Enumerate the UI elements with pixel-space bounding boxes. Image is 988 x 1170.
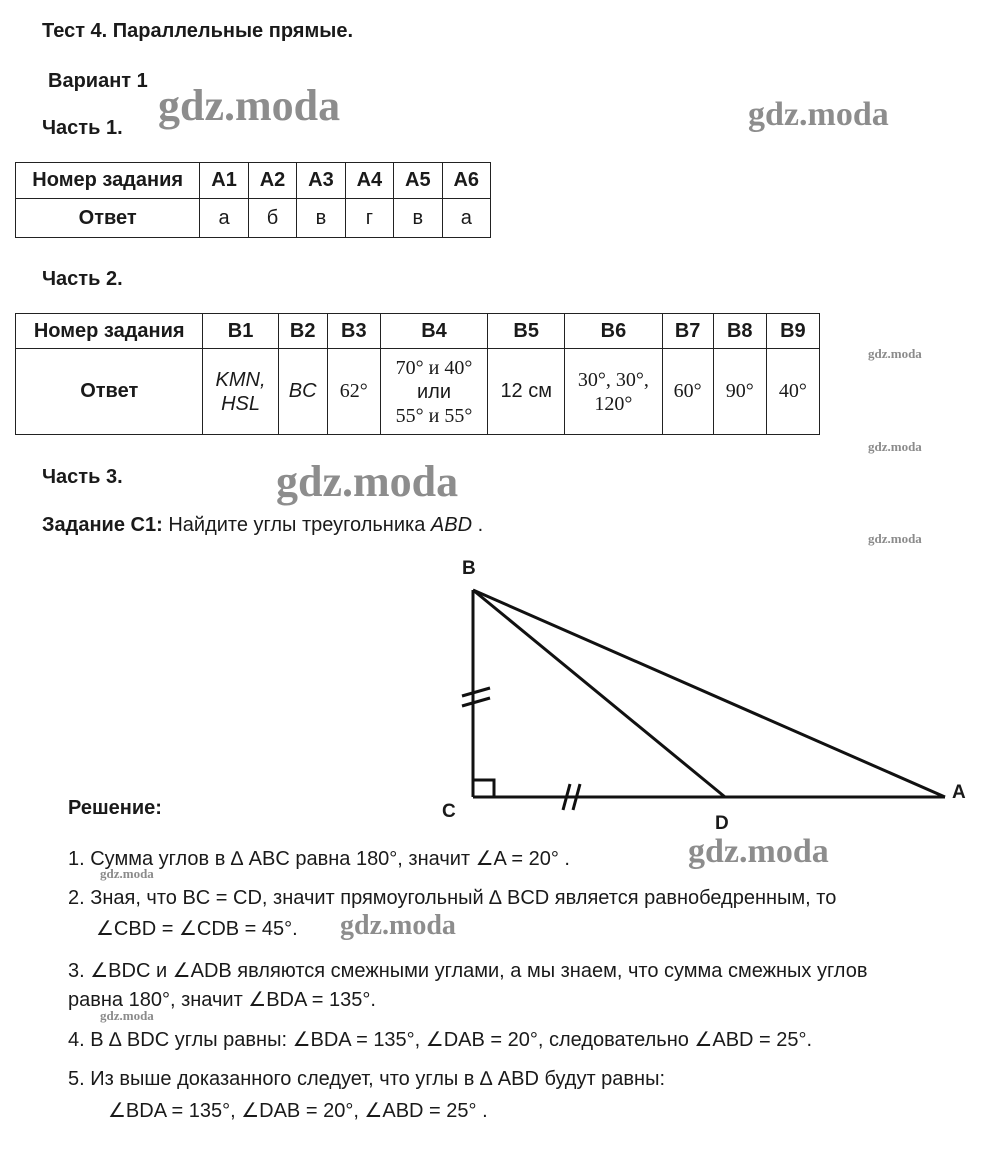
answer-cell: в (297, 199, 345, 238)
answer-cell: г (345, 199, 393, 238)
answer-cell: 62° (327, 349, 380, 435)
task-cell: A6 (442, 163, 490, 199)
answer-cell: а (200, 199, 248, 238)
task-c1-end: . (477, 514, 484, 536)
solution-step-3b: равна 180°, значит ∠BDA = 135°. (68, 989, 376, 1011)
task-c1-text: Найдите углы треугольника (168, 514, 426, 536)
watermark: gdz.moda (868, 346, 922, 361)
answer-cell: 90° (713, 349, 766, 435)
answer-line: 55° и 55° (395, 404, 473, 427)
answer-cell: 60° (662, 349, 713, 435)
task-cell: B9 (766, 314, 819, 349)
label-c: C (442, 801, 456, 822)
answer-cell: в (394, 199, 442, 238)
watermark: gdz.moda (100, 1008, 154, 1023)
segment-bd (473, 590, 725, 797)
watermark: gdz.moda (868, 439, 922, 454)
solution-step-5b: ∠BDA = 135°, ∠DAB = 20°, ∠ABD = 25° . (108, 1100, 488, 1122)
watermark: gdz.moda (868, 531, 922, 546)
page-title: Тест 4. Параллельные прямые. (42, 20, 353, 42)
header-label-cell: Номер задания (16, 314, 203, 349)
label-b: B (462, 558, 476, 579)
task-cell: B2 (278, 314, 327, 349)
task-cell: B6 (565, 314, 662, 349)
watermark: gdz.moda (748, 96, 889, 133)
answer-line: или (416, 380, 451, 403)
solution-step-1: 1. Сумма углов в ∆ ABC равна 180°, значит ∠A = 20° . (68, 848, 570, 870)
tick-mark (462, 688, 490, 696)
solution-step-2b: ∠CBD = ∠CDB = 45°. (96, 918, 298, 940)
part1-label: Часть 1. (42, 117, 123, 139)
answer-line: HSL (221, 392, 260, 415)
task-cell: A5 (394, 163, 442, 199)
task-cell: A4 (345, 163, 393, 199)
header-label-cell: Номер задания (16, 163, 200, 199)
task-cell: B3 (327, 314, 380, 349)
label-d: D (715, 813, 729, 834)
answer-label-cell: Ответ (16, 349, 203, 435)
task-cell: B1 (203, 314, 278, 349)
watermark: gdz.moda (688, 833, 829, 870)
answer-cell: BC (278, 349, 327, 435)
task-cell: B4 (380, 314, 487, 349)
task-c1-label: Задание С1: (42, 514, 163, 536)
task-cell: A1 (200, 163, 248, 199)
watermark: gdz.moda (158, 81, 341, 130)
solution-step-2a: 2. Зная, что BC = CD, значит прямоугольный ∆ BCD является равнобедренным, то (68, 887, 837, 909)
side-ba (473, 590, 945, 797)
task-cell: B8 (713, 314, 766, 349)
solution-step-3a: 3. ∠BDC и ∠ADB являются смежными углами, а мы знаем, что сумма смежных углов (68, 960, 868, 982)
watermark: gdz.moda (340, 910, 456, 941)
right-angle-mark (473, 780, 494, 797)
variant-label: Вариант 1 (48, 70, 148, 92)
answer-cell: а (442, 199, 490, 238)
answer-line: 120° (594, 392, 633, 415)
answer-label-cell: Ответ (16, 199, 200, 238)
answer-cell: 40° (766, 349, 819, 435)
part2-label: Часть 2. (42, 268, 123, 290)
answer-cell: б (248, 199, 296, 238)
task-cell: B7 (662, 314, 713, 349)
task-c1-figure: ABD (430, 514, 473, 536)
part3-label: Часть 3. (42, 466, 123, 488)
watermark: gdz.moda (100, 866, 154, 881)
solution-step-4: 4. В ∆ BDC углы равны: ∠BDA = 135°, ∠DAB = 20°, следовательно ∠ABD = 25°. (68, 1029, 813, 1051)
solution-label: Решение: (68, 797, 162, 819)
answer-line: 30°, 30°, (577, 368, 649, 391)
solution-step-5a: 5. Из выше доказанного следует, что углы в ∆ ABD будут равны: (68, 1068, 666, 1090)
task-cell: B5 (488, 314, 565, 349)
answer-cell: 12 см (488, 349, 565, 435)
answer-line: KMN, (215, 368, 266, 391)
task-cell: A2 (248, 163, 296, 199)
tick-mark (462, 698, 490, 706)
watermark: gdz.moda (276, 457, 459, 506)
task-cell: A3 (297, 163, 345, 199)
label-a: A (952, 782, 966, 803)
answer-line: 70° и 40° (395, 356, 473, 379)
